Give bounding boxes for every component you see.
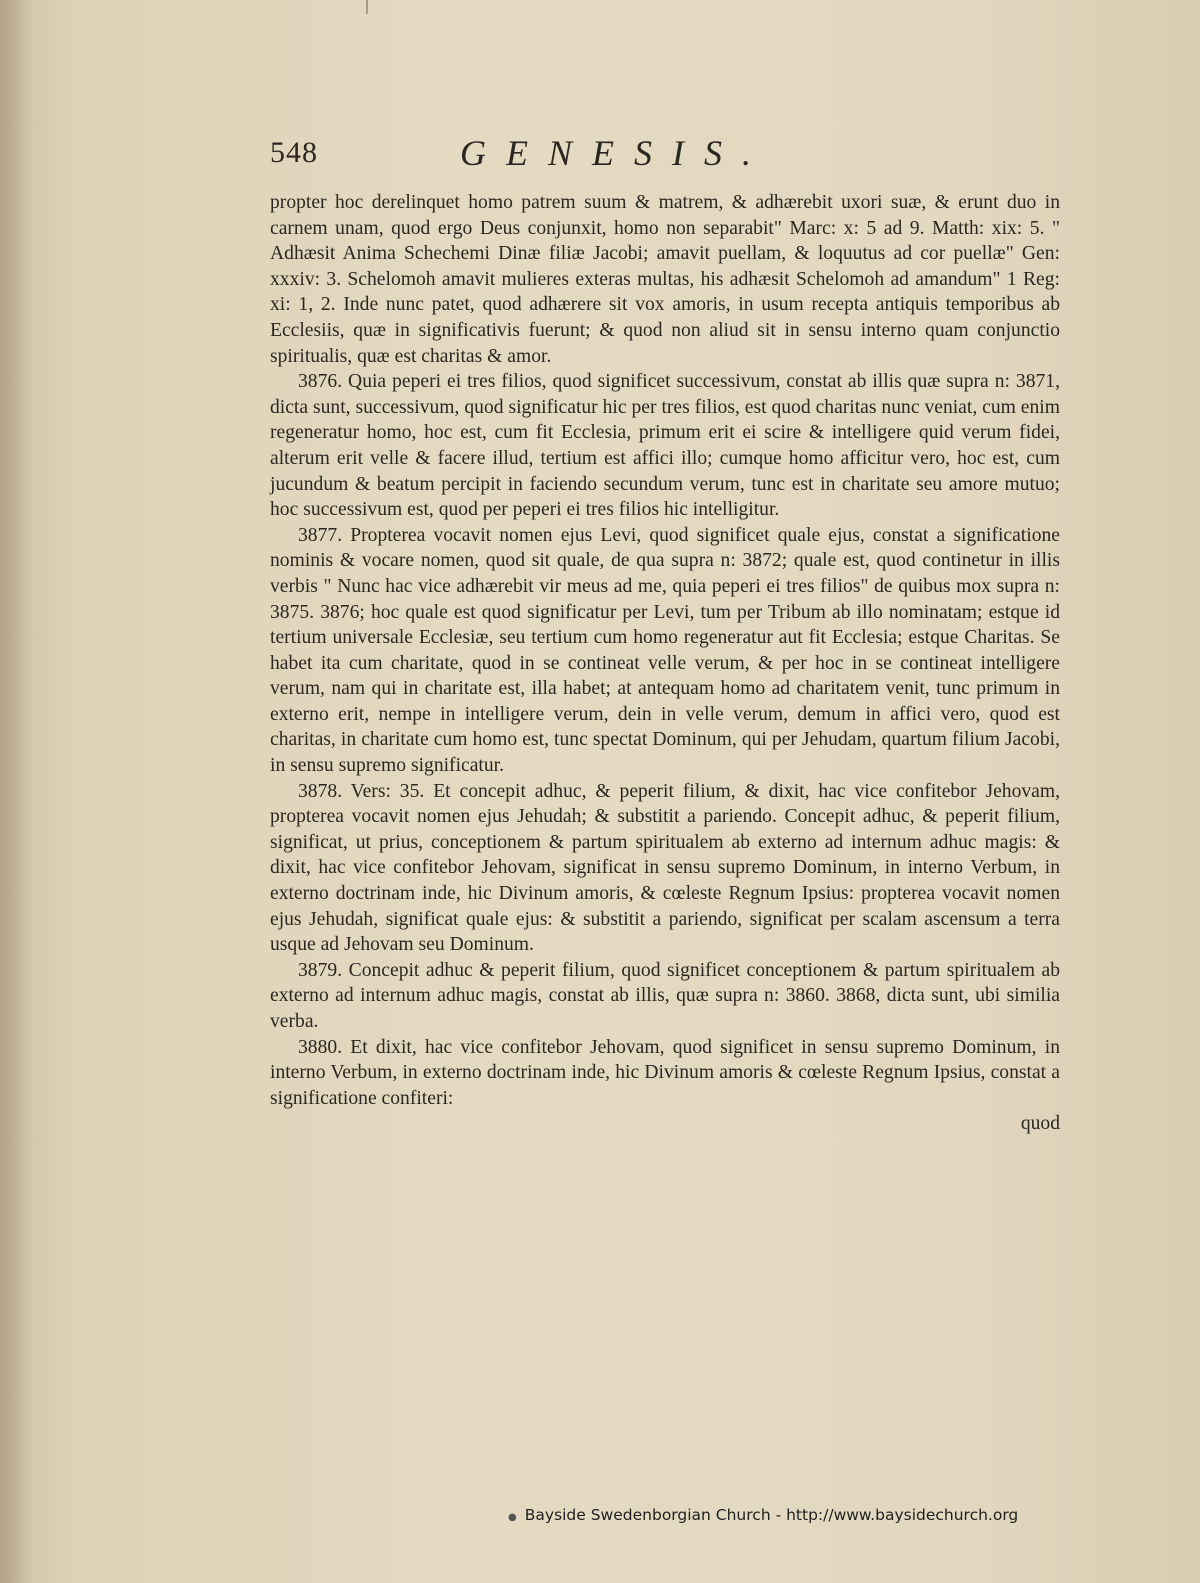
paragraph-3876: 3876. Quia peperi ei tres filios, quod significet successivum, constat ab illis quæ supra n: 3871, dicta sunt, successivum, quod significatur hic per tres filios, est quod charitas nunc veniat, cum enim regeneratur homo, hoc est, cum fit Ecclesia, primum erit ei scire & intelligere quid verum fidei, alterum erit velle & facere illud, tertium est affici illo; cumque homo afficitur vero, hoc est, cum jucundum & beatum percipit in faciendo secundum verum, tunc est in charitate seu amore mutuo; hoc successivum est, quod per peperi ei tres filios hic intelligitur. (270, 371, 1060, 521)
paragraph-3880: 3880. Et dixit, hac vice confitebor Jehovam, quod significet in sensu supremo Dominum, in interno Verbum, in externo doctrinam inde, hic Divinum amoris & cœleste Regnum Ipsius, constat a significatione confiteri: (270, 1036, 1060, 1109)
page-number: 548 (270, 136, 318, 169)
book-page (270, 132, 1060, 1137)
body-text (270, 190, 1060, 1137)
catchword: quod (1020, 1113, 1060, 1135)
paragraph-3878: 3878. Vers: 35. Et concepit adhuc, & peperit filium, & dixit, hac vice confitebor Jehovam, propterea vocavit nomen ejus Jehudah; & substitit a pariendo. Concepit adhuc, & peperit filium, significat, ut prius, conceptionem & partum spiritualem ab externo ad internum adhuc magis: & dixit, hac vice confitebor Jehovam, significat in sensu supremo Dominum, in interno Verbum, in externo doctrinam inde, hic Divinum amoris, & cœleste Regnum Ipsius: propterea vocavit nomen ejus Jehudah, significat quale ejus: & substitit a pariendo, significat per scalam ascensum a terra usque ad Jehovam seu Dominum. (270, 780, 1060, 956)
paragraph-3879: 3879. Concepit adhuc & peperit filium, quod significet conceptionem & partum spiritualem ab externo ad internum adhuc magis, constat ab illis, quæ supra n: 3860. 3868, dicta sunt, ubi similia verba. (270, 959, 1060, 1032)
running-title: GENESIS. (460, 133, 771, 173)
page-header (270, 132, 1060, 184)
paragraph-3877: 3877. Propterea vocavit nomen ejus Levi, quod significet quale ejus, constat a significatione nominis & vocare nomen, quod sit quale, de qua supra n: 3872; quale est, quod continetur in illis verbis " Nunc hac vice adhærebit vir meus ad me, quia peperi ei tres filios" de quibus mox supra n: 3875. 3876; hoc quale est quod significatur per Levi, tum per Tribum ab illo nominatam; estque id tertium universale Ecclesiæ, seu tertium cum homo regeneratur aut fit Ecclesia; estque Charitas. Se habet ita cum charitate, quod in se contineat velle verum, & per hoc in se contineat intelligere verum, nam qui in charitate est, illa habet; at antequam homo ad charitatem venit, tunc primum in externo erit, nempe in intelligere verum, dein in velle verum, demum in affici vero, quod est charitas, in charitate cum homo est, tunc spectat Dominum, qui per Jehudam, quartum filium Jacobi, in sensu supremo significatur. (270, 524, 1060, 777)
paper-mark (366, 0, 368, 14)
page-spine-shadow (0, 0, 34, 1583)
paragraph-continuation: propter hoc derelinquet homo patrem suum & matrem, & adhærebit uxori suæ, & erunt duo in carnem unam, quod ergo Deus conjunxit, homo non separabit" Marc: x: 5 ad 9. Matth: xix: 5. " Adhæsit Anima Schechemi Dinæ filiæ Jacobi; amavit puellam, & loquutus ad cor puellæ" Gen: xxxiv: 3. Schelomoh amavit mulieres exteras multas, his adhæsit Schelomoh ad amandum" 1 Reg: xi: 1, 2. Inde nunc patet, quod adhærere sit vox amoris, in usum recepta antiquis temporibus ab Ecclesiis, quæ in significativis fuerunt; & quod non aliud sit in sensu interno quam conjunctio spiritualis, quæ est charitas & amor. (270, 192, 1060, 367)
footer-credit-text: Bayside Swedenborgian Church - http://www.baysidechurch.org (524, 1506, 1019, 1524)
footer-credit (508, 1506, 1018, 1524)
bullet-icon: ● (508, 1512, 517, 1523)
